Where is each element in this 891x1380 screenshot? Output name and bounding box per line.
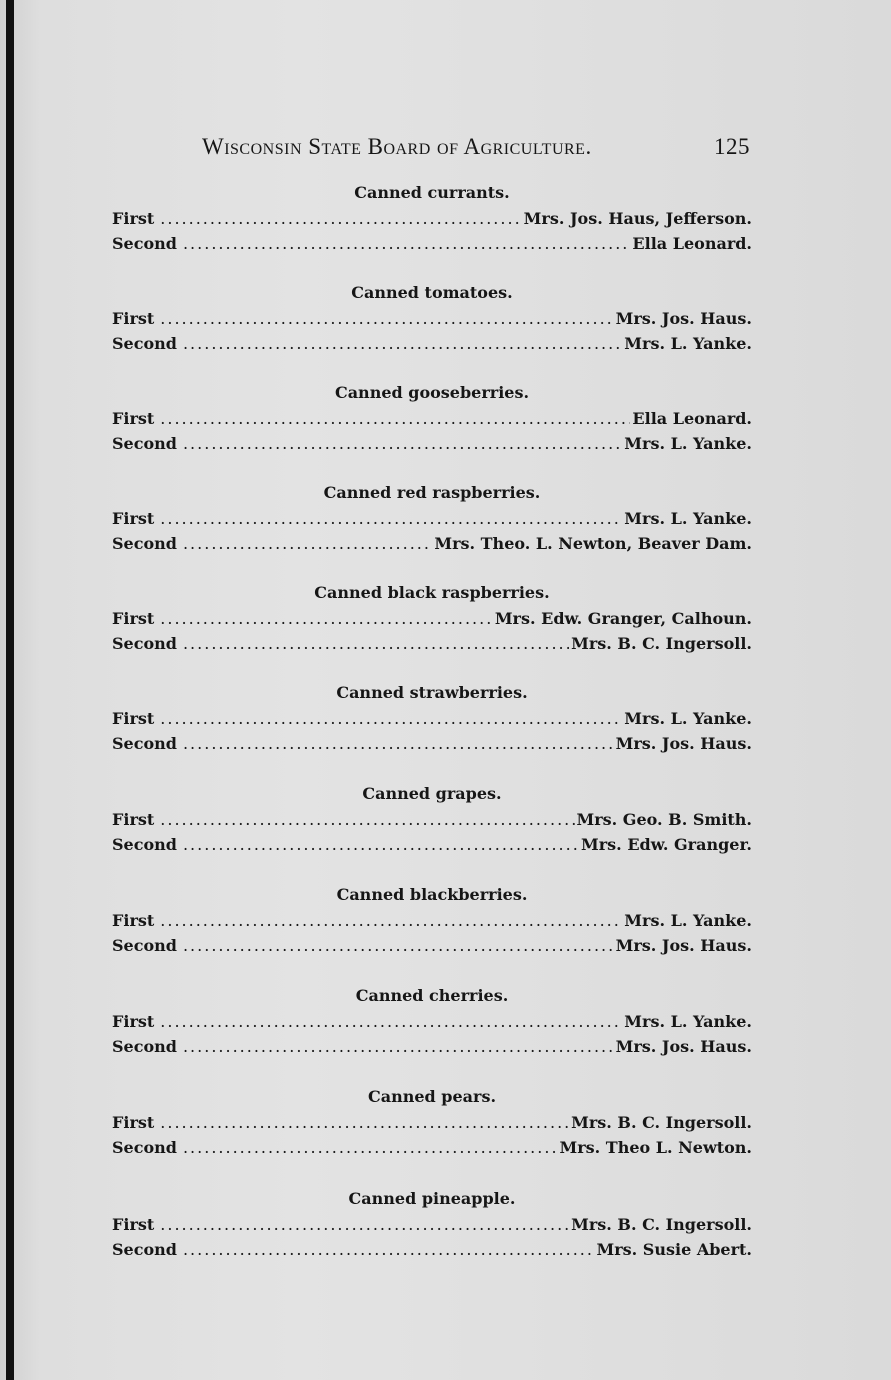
- place-label: First: [112, 409, 155, 428]
- award-entry: [112, 306, 752, 331]
- award-section: [112, 181, 752, 256]
- place-label: First: [112, 209, 155, 228]
- winner-name: Mrs. L. Yanke.: [624, 709, 752, 728]
- place-label: Second: [112, 234, 177, 253]
- dot-leader: [160, 807, 574, 832]
- winner-name: Mrs. Geo. B. Smith.: [576, 810, 752, 829]
- winner-name: Mrs. Jos. Haus.: [615, 1037, 752, 1056]
- award-section: [112, 1187, 752, 1262]
- place-label: Second: [112, 936, 177, 955]
- place-label: Second: [112, 1037, 177, 1056]
- dot-leader: [183, 431, 622, 456]
- dot-leader: [160, 1212, 569, 1237]
- section-heading: Canned red raspberries.: [323, 483, 541, 502]
- award-entry: [112, 231, 752, 256]
- dot-leader: [160, 1110, 569, 1135]
- section-heading: Canned strawberries.: [336, 683, 528, 702]
- section-heading: Canned cherries.: [355, 986, 509, 1005]
- dot-leader: [160, 706, 622, 731]
- dot-leader: [160, 1009, 622, 1034]
- winner-name: Mrs. B. C. Ingersoll.: [571, 1215, 752, 1234]
- dot-leader: [160, 606, 493, 631]
- winner-name: Mrs. Edw. Granger, Calhoun.: [494, 609, 752, 628]
- winner-name: Mrs. L. Yanke.: [624, 509, 752, 528]
- place-label: Second: [112, 434, 177, 453]
- winner-name: Mrs. L. Yanke.: [624, 1012, 752, 1031]
- dot-leader: [183, 531, 432, 556]
- winner-name: Mrs. Theo L. Newton.: [559, 1138, 752, 1157]
- dot-leader: [160, 908, 622, 933]
- award-entry: [112, 731, 752, 756]
- section-heading: Canned gooseberries.: [334, 383, 530, 402]
- section-heading: Canned tomatoes.: [351, 283, 513, 302]
- award-entry: [112, 908, 752, 933]
- page-spine-edge: [6, 0, 14, 1380]
- award-entry: [112, 1135, 752, 1160]
- dot-leader: [183, 331, 622, 356]
- section-heading: Canned black raspberries.: [314, 583, 550, 602]
- award-entry: [112, 431, 752, 456]
- place-label: First: [112, 810, 155, 829]
- dot-leader: [183, 832, 579, 857]
- award-section: [112, 581, 752, 656]
- award-section: [112, 782, 752, 857]
- award-entry: [112, 531, 752, 556]
- place-label: Second: [112, 1138, 177, 1157]
- dot-leader: [160, 306, 613, 331]
- page-number: 125: [714, 134, 750, 159]
- place-label: First: [112, 309, 155, 328]
- place-label: First: [112, 1113, 155, 1132]
- dot-leader: [183, 1135, 558, 1160]
- section-heading: Canned blackberries.: [336, 885, 528, 904]
- dot-leader: [183, 1034, 614, 1059]
- award-section: [112, 381, 752, 456]
- winner-name: Mrs. Jos. Haus.: [615, 936, 752, 955]
- award-entry: [112, 506, 752, 531]
- award-entry: [112, 1110, 752, 1135]
- award-section: [112, 984, 752, 1059]
- award-section: [112, 281, 752, 356]
- dot-leader: [160, 206, 521, 231]
- winner-name: Mrs. L. Yanke.: [624, 334, 752, 353]
- winner-name: Mrs. B. C. Ingersoll.: [571, 634, 752, 653]
- winner-name: Ella Leonard.: [632, 409, 752, 428]
- place-label: Second: [112, 634, 177, 653]
- award-section: [112, 883, 752, 958]
- dot-leader: [183, 631, 569, 656]
- section-heading: Canned pears.: [367, 1087, 497, 1106]
- winner-name: Mrs. Susie Abert.: [596, 1240, 752, 1259]
- place-label: Second: [112, 835, 177, 854]
- place-label: First: [112, 911, 155, 930]
- winner-name: Mrs. Jos. Haus, Jefferson.: [523, 209, 752, 228]
- dot-leader: [160, 406, 630, 431]
- winner-name: Mrs. L. Yanke.: [624, 434, 752, 453]
- award-entry: [112, 331, 752, 356]
- place-label: First: [112, 1215, 155, 1234]
- section-heading: Canned grapes.: [362, 784, 502, 803]
- place-label: First: [112, 509, 155, 528]
- award-entry: [112, 406, 752, 431]
- winner-name: Mrs. Jos. Haus.: [615, 309, 752, 328]
- place-label: Second: [112, 534, 177, 553]
- award-section: [112, 1085, 752, 1160]
- place-label: First: [112, 609, 155, 628]
- section-heading: Canned pineapple.: [348, 1189, 516, 1208]
- place-label: First: [112, 1012, 155, 1031]
- place-label: First: [112, 709, 155, 728]
- dot-leader: [183, 731, 614, 756]
- winner-name: Mrs. Edw. Granger.: [581, 835, 752, 854]
- dot-leader: [183, 231, 630, 256]
- award-entry: [112, 1237, 752, 1262]
- award-section: [112, 481, 752, 556]
- award-entry: [112, 1034, 752, 1059]
- running-header: [202, 134, 750, 160]
- award-entry: [112, 706, 752, 731]
- winner-name: Mrs. Theo. L. Newton, Beaver Dam.: [434, 534, 752, 553]
- award-entry: [112, 1009, 752, 1034]
- place-label: Second: [112, 1240, 177, 1259]
- place-label: Second: [112, 734, 177, 753]
- winner-name: Mrs. Jos. Haus.: [615, 734, 752, 753]
- winner-name: Ella Leonard.: [632, 234, 752, 253]
- award-entry: [112, 832, 752, 857]
- section-heading: Canned currants.: [354, 183, 510, 202]
- award-entry: [112, 631, 752, 656]
- winner-name: Mrs. B. C. Ingersoll.: [571, 1113, 752, 1132]
- running-title: Wisconsin State Board of Agriculture.: [202, 134, 592, 159]
- award-section: [112, 681, 752, 756]
- award-entry: [112, 933, 752, 958]
- dot-leader: [183, 933, 614, 958]
- dot-leader: [160, 506, 622, 531]
- award-entry: [112, 807, 752, 832]
- winner-name: Mrs. L. Yanke.: [624, 911, 752, 930]
- award-entry: [112, 206, 752, 231]
- award-entry: [112, 1212, 752, 1237]
- award-entry: [112, 606, 752, 631]
- place-label: Second: [112, 334, 177, 353]
- dot-leader: [183, 1237, 595, 1262]
